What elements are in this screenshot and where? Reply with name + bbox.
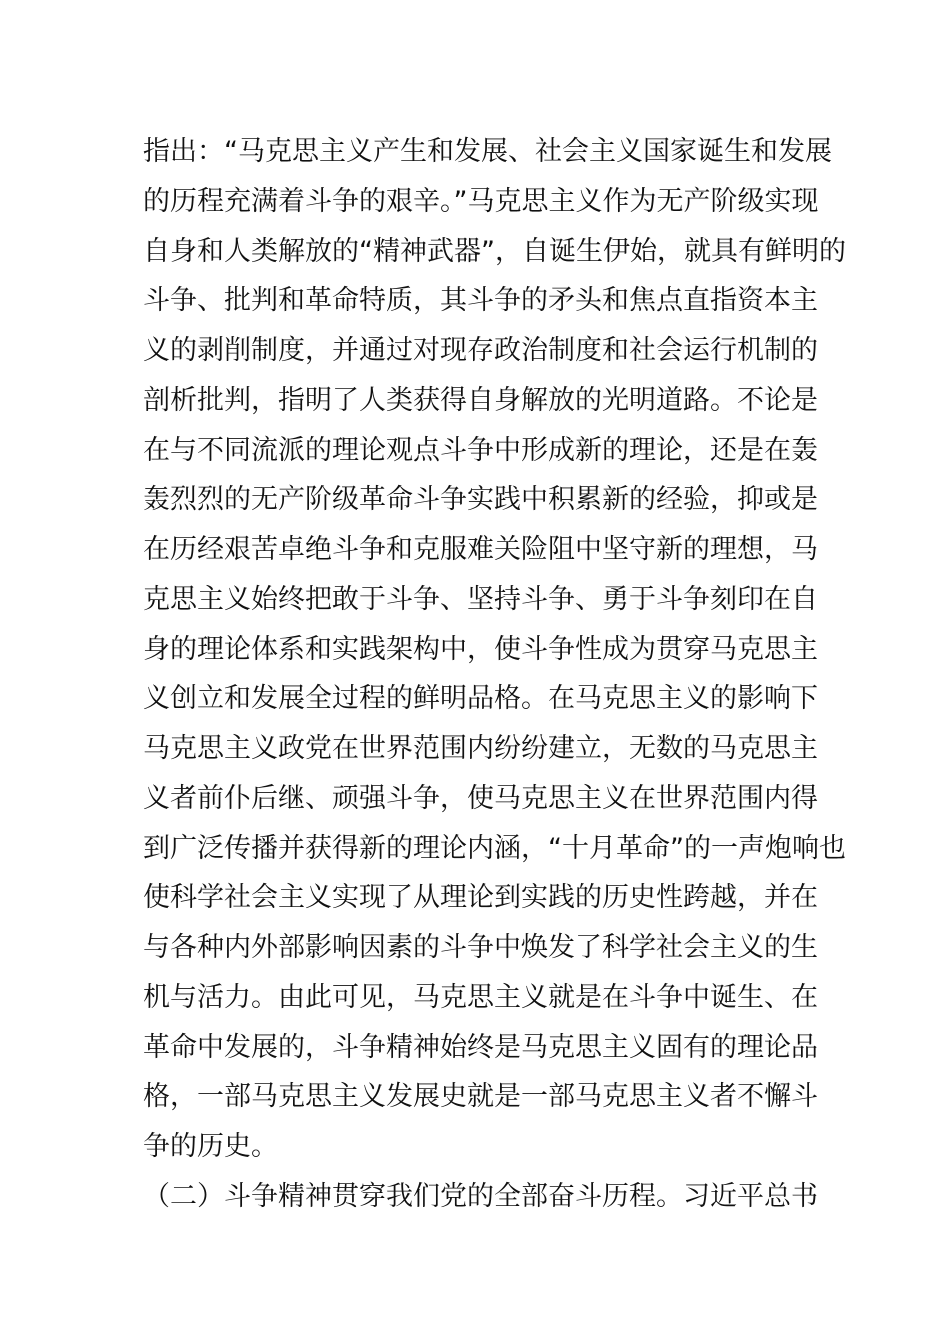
text-line: 使科学社会主义实现了从理论到实践的历史性跨越，并在 bbox=[143, 882, 818, 914]
paragraph-end-line: 争的历史。 bbox=[143, 1131, 278, 1162]
text-line: 到广泛传播并获得新的理论内涵，“十月革命”的一声炮响也 bbox=[143, 832, 846, 864]
text-line: 自身和人类解放的“精神武器”，自诞生伊始，就具有鲜明的 bbox=[143, 235, 846, 267]
text-line: 指出：“马克思主义产生和发展、社会主义国家诞生和发展 bbox=[143, 136, 832, 167]
text-line: 马克思主义政党在世界范围内纷纷建立，无数的马克思主 bbox=[143, 733, 818, 764]
text-line: 与各种内外部影响因素的斗争中焕发了科学社会主义的生 bbox=[143, 932, 818, 963]
text-line: 义创立和发展全过程的鲜明品格。在马克思主义的影响下 bbox=[143, 683, 818, 715]
document-body bbox=[143, 127, 846, 1222]
text-line: 克思主义始终把敢于斗争、坚持斗争、勇于斗争刻印在自 bbox=[143, 583, 818, 615]
text-line: 剖析批判，指明了人类获得自身解放的光明道路。不论是 bbox=[143, 384, 818, 416]
text-line: 在与不同流派的理论观点斗争中形成新的理论，还是在轰 bbox=[143, 434, 818, 466]
text-line: 义的剥削制度，并通过对现存政治制度和社会运行机制的 bbox=[143, 335, 818, 366]
text-line: 身的理论体系和实践架构中，使斗争性成为贯穿马克思主 bbox=[143, 633, 818, 665]
text-line: 斗争、批判和革命特质，其斗争的矛头和焦点直指资本主 bbox=[143, 285, 818, 317]
text-line: 轰烈烈的无产阶级革命斗争实践中积累新的经验，抑或是 bbox=[143, 484, 818, 516]
text-line: 格，一部马克思主义发展史就是一部马克思主义者不懈斗 bbox=[143, 1081, 818, 1113]
text-line: 机与活力。由此可见，马克思主义就是在斗争中诞生、在 bbox=[143, 981, 818, 1013]
text-line: 革命中发展的，斗争精神始终是马克思主义固有的理论品 bbox=[143, 1031, 818, 1063]
text-line: 义者前仆后继、顽强斗争，使马克思主义在世界范围内得 bbox=[143, 782, 818, 814]
text-line: 的历程充满着斗争的艰辛。”马克思主义作为无产阶级实现 bbox=[143, 185, 819, 217]
text-line: 在历经艰苦卓绝斗争和克服难关险阻中坚守新的理想，马 bbox=[143, 534, 818, 565]
section-heading-line: （二）斗争精神贯穿我们党的全部奋斗历程。习近平总书 bbox=[143, 1180, 818, 1212]
